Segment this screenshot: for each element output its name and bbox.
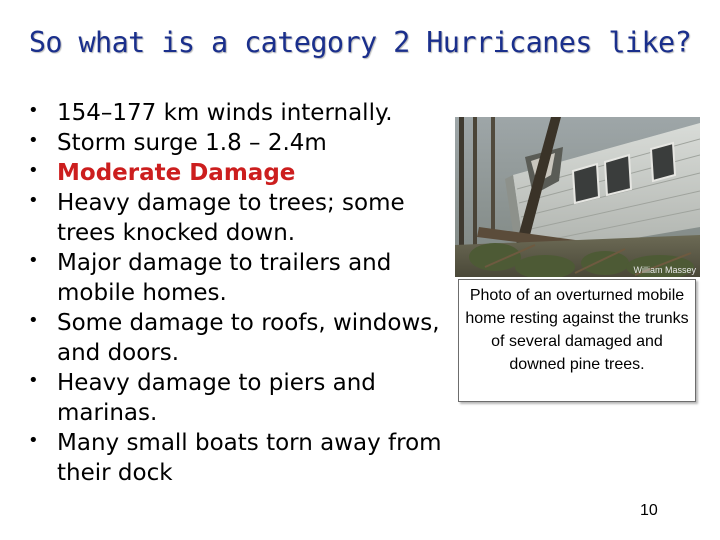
photo-caption: Photo of an overturned mobile home resting against the trunks of several damaged and downed pine trees.	[458, 279, 696, 402]
photo-credit: William Massey	[633, 265, 696, 275]
bullet-dot-icon: •	[28, 250, 39, 271]
bullet-item	[28, 368, 448, 428]
bullet-item	[28, 308, 448, 368]
bullet-item	[28, 188, 448, 248]
bullet-text: Major damage to trailers and mobile homes.	[57, 250, 392, 306]
bullet-dot-icon: •	[28, 370, 39, 391]
bullet-dot-icon: •	[28, 430, 39, 451]
bullet-text: Some damage to roofs, windows, and doors.	[57, 310, 440, 366]
page-number: 10	[640, 502, 658, 519]
bullet-text: Heavy damage to trees; some trees knocked down.	[57, 190, 405, 246]
bullet-item	[28, 428, 448, 488]
hurricane-damage-photo	[455, 117, 700, 277]
bullet-dot-icon: •	[28, 160, 39, 181]
bullet-dot-icon: •	[28, 190, 39, 211]
bullet-item	[28, 128, 448, 158]
slide-title: So what is a category 2 Hurricanes like?	[28, 26, 692, 59]
bullet-dot-icon: •	[28, 310, 39, 331]
bullet-item	[28, 98, 448, 128]
bullet-dot-icon: •	[28, 130, 39, 151]
bullet-item	[28, 158, 448, 188]
bullet-text: 154–177 km winds internally.	[57, 100, 393, 126]
bullet-dot-icon: •	[28, 100, 39, 121]
bullet-list	[28, 98, 448, 488]
bullet-text: Heavy damage to piers and marinas.	[57, 370, 376, 426]
bullet-text: Many small boats torn away from their dock	[57, 430, 442, 486]
bullet-text: Storm surge 1.8 – 2.4m	[57, 130, 327, 156]
bullet-text-emphasis: Moderate Damage	[57, 160, 296, 186]
bullet-item	[28, 248, 448, 308]
photo-illustration	[455, 117, 700, 277]
